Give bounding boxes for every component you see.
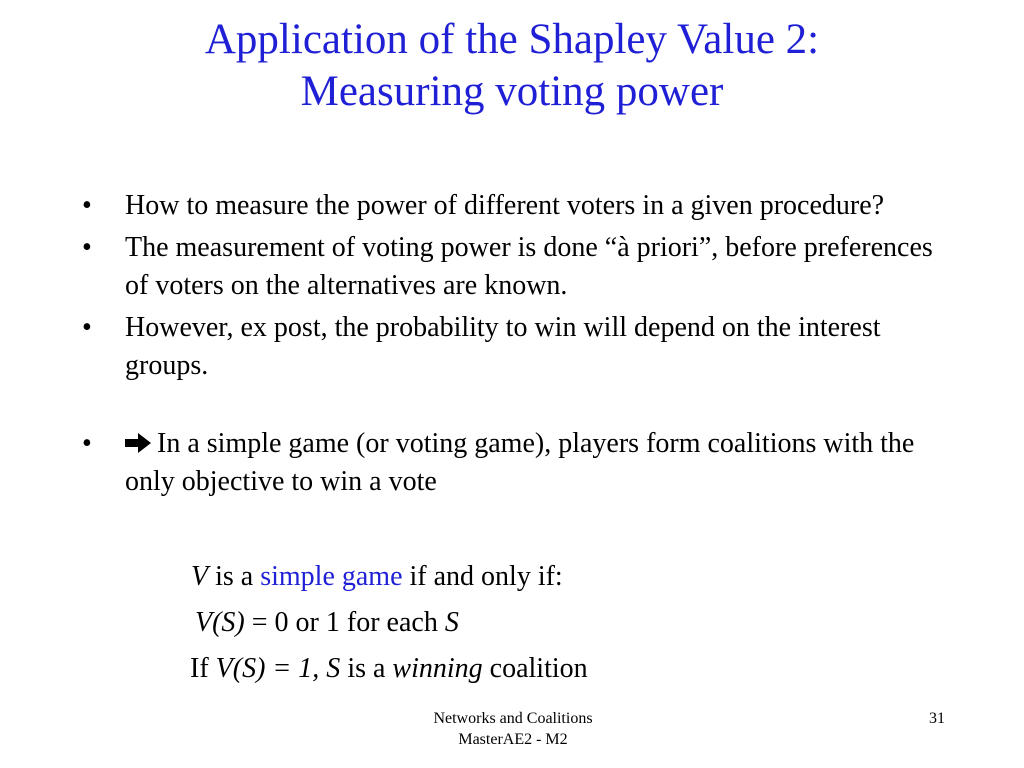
slide-title xyxy=(0,14,1024,118)
winning-term: winning xyxy=(392,653,483,684)
simple-game-term: simple game xyxy=(260,561,403,592)
definition-line-2 xyxy=(195,604,459,642)
bullet-dot: • xyxy=(82,428,92,459)
def-text: is a xyxy=(340,653,393,684)
slide-title-line-2: Measuring voting power xyxy=(300,68,724,115)
bullet-dot: • xyxy=(82,232,92,263)
right-arrow-icon xyxy=(125,433,151,453)
def-text: If xyxy=(190,653,216,684)
footer-line-2: MasterAE2 - M2 xyxy=(458,731,568,748)
bullet-text: How to measure the power of different voters in a given procedure? xyxy=(125,190,885,221)
def-text: coalition xyxy=(482,653,588,684)
footer-line-1: Networks and Coalitions xyxy=(433,710,593,727)
arrow-bullet-text: In a simple game (or voting game), players form coalitions with the only objective to win a vote xyxy=(125,428,915,497)
bullet-item xyxy=(82,229,962,305)
bullet-text: However, ex post, the probability to win will depend on the interest groups. xyxy=(125,312,881,381)
variable-v: V xyxy=(191,561,209,592)
bullet-dot: • xyxy=(82,190,92,221)
def-text: is a xyxy=(208,561,261,592)
page-number: 31 xyxy=(929,710,945,727)
slide-title-line-1: Application of the Shapley Value 2: xyxy=(204,16,820,63)
bullet-dot: • xyxy=(82,312,92,343)
bullet-item xyxy=(82,187,962,225)
def-text: = 0 or 1 for each xyxy=(244,607,445,638)
bullet-item-arrow xyxy=(82,425,962,501)
bullet-list xyxy=(82,187,962,505)
definition-line-3 xyxy=(190,650,588,688)
definition-line-1 xyxy=(191,558,563,596)
bullet-text: The measurement of voting power is done “à priori”, before preferences of voters on the alternatives are known. xyxy=(125,232,933,301)
variable-s: S xyxy=(444,607,459,638)
function-vs: V(S) xyxy=(195,607,245,638)
def-text: if and only if: xyxy=(402,561,563,592)
condition: V(S) = 1, S xyxy=(215,653,341,684)
footer xyxy=(385,708,641,750)
bullet-item xyxy=(82,309,962,385)
